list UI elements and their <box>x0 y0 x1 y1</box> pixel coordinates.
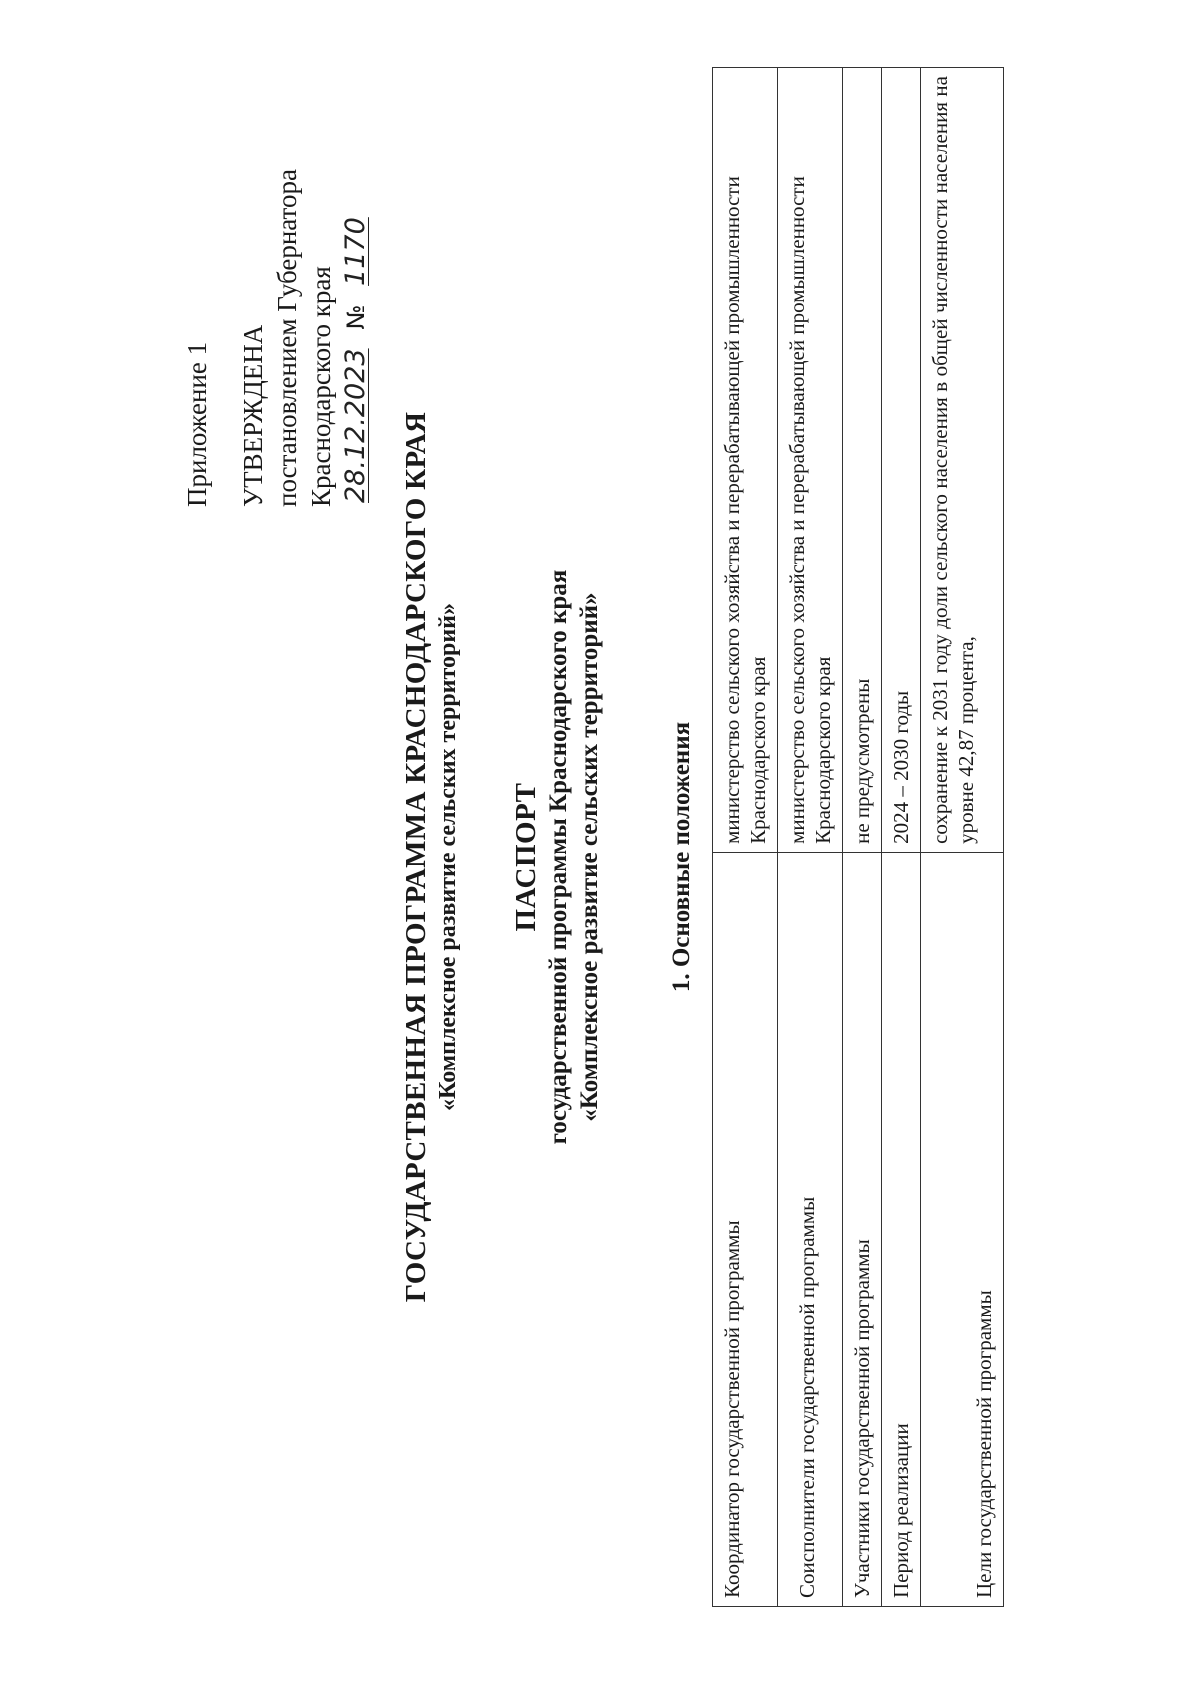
table-row <box>778 68 843 1607</box>
passport-line-1: государственной программы Краснодарского края <box>545 569 572 1145</box>
approval-date-number <box>338 67 373 507</box>
row-value: сохранение к 2031 году доли сельского населения в общей численности населения на уровне 42,87 процента, <box>921 68 1004 853</box>
approval-number: 1170 <box>340 217 371 286</box>
table-row <box>882 68 921 1607</box>
passport-heading-block <box>510 137 605 1577</box>
row-label: Период реализации <box>882 852 921 1606</box>
row-label: Соисполнители государственной программы <box>778 852 843 1606</box>
approval-date: 28.12.2023 <box>340 348 371 503</box>
program-title-block <box>400 137 462 1577</box>
approval-block <box>180 67 373 507</box>
row-value: министерство сельского хозяйства и перерабатывающей промышленности Краснодарского края <box>713 68 778 853</box>
section-title: 1. Основные положения <box>668 721 695 993</box>
row-value: не предусмотрены <box>843 68 882 853</box>
table-row <box>713 68 778 1607</box>
passport-line-2: «Комплексное развитие сельских территорий» <box>576 592 603 1122</box>
parameters-table <box>712 67 1004 1607</box>
approved-label: УТВЕРЖДЕНА <box>238 324 268 507</box>
row-value: министерство сельского хозяйства и перерабатывающей промышленности Краснодарского края <box>778 68 843 853</box>
table-row <box>843 68 882 1607</box>
number-sign: № <box>342 304 370 330</box>
program-title: ГОСУДАРСТВЕННАЯ ПРОГРАММА КРАСНОДАРСКОГО КРАЯ <box>400 411 432 1303</box>
approval-line-1: постановлением Губернатора <box>272 169 302 507</box>
passport-heading: ПАСПОРТ <box>510 782 542 932</box>
program-subtitle: «Комплексное развитие сельских территорий» <box>435 603 461 1111</box>
approval-line-2: Краснодарского края <box>306 266 336 507</box>
row-value: 2024 – 2030 годы <box>882 68 921 853</box>
row-label: Цели государственной программы <box>921 852 1004 1606</box>
table-row <box>921 68 1004 1607</box>
row-label: Координатор государственной программы <box>713 852 778 1606</box>
appendix-label: Приложение 1 <box>182 341 212 507</box>
row-label: Участники государственной программы <box>843 852 882 1606</box>
